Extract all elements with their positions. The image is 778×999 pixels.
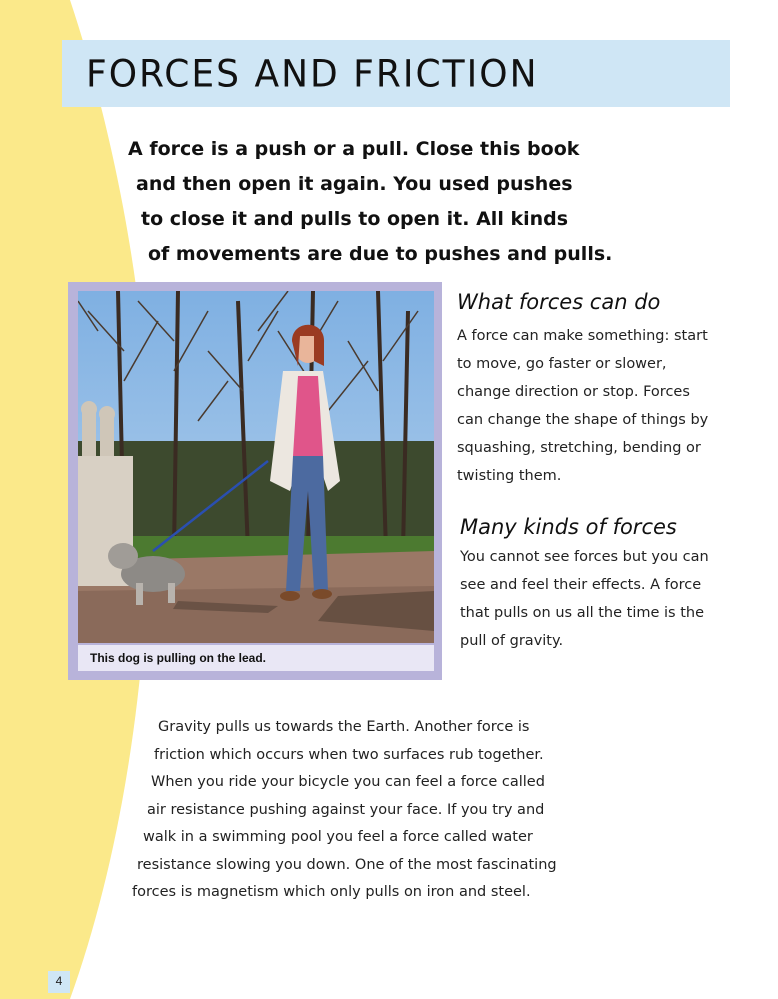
woman-walking-dog-photo [78,291,434,643]
section-line: You cannot see forces but you can [460,549,709,565]
closing-line: When you ride your bicycle you can feel a force called [151,774,545,790]
closing-paragraph [132,714,592,907]
closing-line: resistance slowing you down. One of the most fascinating [137,856,557,873]
intro-line: to close it and pulls to open it. All kinds [141,208,569,230]
closing-line: walk in a swimming pool you feel a force called water [143,829,533,845]
section-line: see and feel their effects. A force [460,577,702,593]
section-line: to move, go faster or slower, [457,356,667,372]
section-line: pull of gravity. [460,633,564,649]
section-line: A force can make something: start [457,328,708,344]
section-body [457,322,747,490]
section-line: that pulls on us all the time is the [460,605,705,621]
closing-line: forces is magnetism which only pulls on iron and steel. [132,884,531,900]
closing-line: friction which occurs when two surfaces rub together. [154,746,544,763]
section-line: can change the shape of things by [457,412,709,428]
intro-line: A force is a push or a pull. Close this book [128,138,580,160]
page-title: FORCES AND FRICTION [86,52,539,97]
page-number: 4 [55,974,63,988]
section-heading: Many kinds of forces [460,515,677,539]
closing-line: air resistance pushing against your face. If you try and [147,801,545,818]
photo-caption: This dog is pulling on the lead. [90,651,266,665]
section-line: twisting them. [457,468,562,484]
intro-line: of movements are due to pushes and pulls. [148,243,613,265]
intro-line: and then open it again. You used pushes [136,173,573,195]
closing-line: Gravity pulls us towards the Earth. Another force is [158,719,530,735]
section-heading: What forces can do [457,290,661,314]
section-line: squashing, stretching, bending or [457,440,701,456]
intro-paragraph [128,132,628,272]
section-line: change direction or stop. Forces [457,384,690,400]
section-body [460,543,750,655]
